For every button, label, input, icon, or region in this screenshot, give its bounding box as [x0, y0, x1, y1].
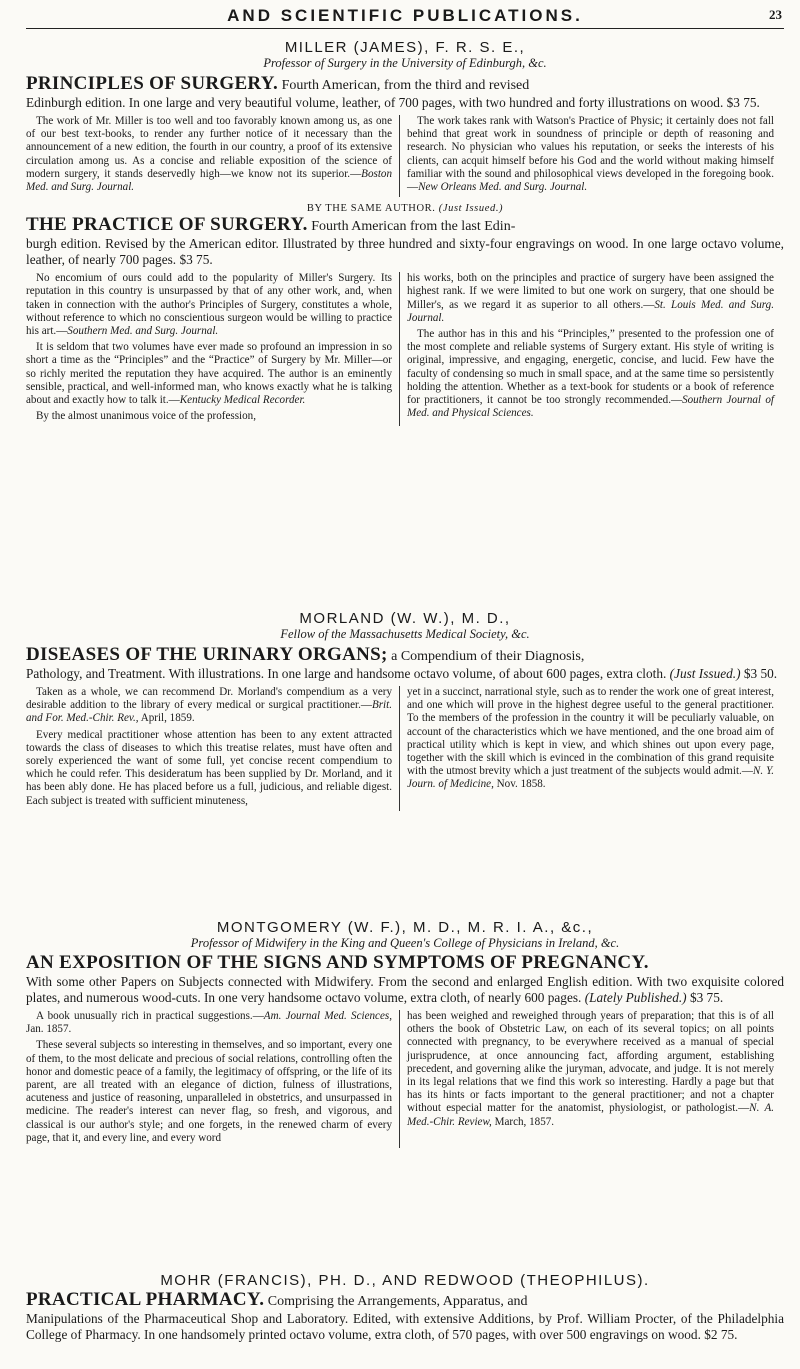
price: $3 50. — [743, 666, 778, 681]
author-affiliation: Professor of Midwifery in the King and Queen's College of Physicians in Ireland, &c. — [190, 936, 620, 950]
book-description: Manipulations of the Pharmaceutical Shop and Laboratory. Edited, with extensive Additions, by Prof. William Procter, of the Philadelphia College of Pharmacy. In one handsomely printed octavo volume, extra cloth, of 570 pages, with over 500 engravings on wood. $2 75. — [26, 1311, 784, 1342]
book-title-tail: Fourth American from the last Edin- — [307, 219, 516, 235]
book-title-line — [26, 75, 784, 94]
review-columns — [26, 1010, 784, 1148]
author-affiliation: Fellow of the Massachusetts Medical Society, &c. — [280, 627, 530, 641]
review-right: has been weighed and reweighed through years of preparation; that this is of all others the book of Obstetric Law, on each of its several topics; on all points connected with pregnancy, to be everywhere received as a manual of special jurisprudence, at once announcing fact, affording argument, establishing precedent, and governing alike the juryman, advocate, and judge. It is not merely in its legal relations that we find this work so interesting. Hardly a page but that has its hints or facts important to the general practitioner; and not a chapter without especial matter for the anatomist, physiologist, or pathologist.—N. A. Med.-Chir. Review, March, 1857. — [407, 1010, 774, 1128]
author-heading: MOHR (FRANCIS), PH. D., AND REDWOOD (THEOPHILUS). — [160, 1272, 650, 1289]
author-heading: MONTGOMERY (W. F.), M. D., M. R. I. A., &c., — [216, 919, 594, 936]
book-title-line — [26, 646, 784, 665]
book-description: burgh edition. Revised by the American editor. Illustrated by three hundred and sixty-four engravings on wood. In one large octavo volume, leather, of nearly 700 pages. $3 75. — [26, 236, 784, 268]
book-description: With some other Papers on Subjects connected with Midwifery. From the second and enlarged English edition. With two exquisite colored plates, and numerous wood-cuts. In one very handsome octavo volume, extra cloth, of nearly 600 pages. (Lately Published.) $3 75. — [26, 974, 784, 1005]
running-head-title: AND SCIENTIFIC PUBLICATIONS. — [227, 6, 583, 25]
review-source: N. A. Med.-Chir. Review, — [407, 1102, 774, 1128]
book-title-tail: Fourth American, from the third and revised — [278, 78, 530, 93]
page-number: 23 — [769, 7, 782, 22]
review-right: The work takes rank with Watson's Practice of Physic; it certainly does not fall behind that great work in soundness of principle or depth of reasoning and research. No physician who values his reputation, or seeks the interests of his clients, can acquit himself before his God and the world without making himself familiar with the sound and philosophical views developed in the foregoing book.—New Orleans Med. and Surg. Journal. — [407, 115, 774, 194]
review-source: Boston Med. and Surg. Journal. — [26, 167, 392, 194]
book-title: PRINCIPLES OF SURGERY. — [26, 75, 279, 94]
book-title-line — [26, 1291, 784, 1310]
review-left: A book unusually rich in practical suggestions.—Am. Journal Med. Sciences, Jan. 1857. These several subjects so interesting in themselves, and so important, every one of them, to the most delicate and precious of social relations, controlling often the honor and domestic peace of a family, the legitimacy of offspring, or the life of its parent, are all treated with an elegance of diction, fulness of illustrations, acuteness and justice of reasoning, unparalleled in obstetrics, and unsurpassed in medicine. The reader's interest can never flag, so fresh, and vigorous, and classical is our author's style; and one forgets, in the renewed charm of every page, that it, and every line, and every word — [26, 1010, 400, 1148]
review-source: Southern Med. and Surg. Journal. — [67, 325, 219, 338]
book-title: AN EXPOSITION OF THE SIGNS AND SYMPTOMS OF PREGNANCY. — [26, 954, 649, 973]
book-title-tail: a Compendium of their Diagnosis, — [387, 649, 585, 664]
review-left: No encomium of ours could add to the popularity of Miller's Surgery. Its reputation in this country is unsurpassed by that of any other work, and, when taken in connection with the author's Principles of Surgery, constitutes a whole, without reference to which no conscientious surgeon would be willing to practice his art.—Southern Med. and Surg. Journal. It is seldom that two volumes have ever made so profound an impression in so short a time as the “Principles” and the “Practice” of Surgery by Mr. Miller—or so richly merited the reputation they have acquired. The author is an eminently sensible, practical, and well-informed man, who knows exactly what he is talking about and exactly how to talk it.—Kentucky Medical Recorder. By the almost unanimous voice of the profession, — [26, 272, 400, 426]
book-description: Pathology, and Treatment. With illustrations. In one large and handsome octavo volume, of about 600 pages, extra cloth. (Just Issued.) $3 50. — [26, 666, 778, 681]
review-source: New Orleans Med. and Surg. Journal. — [418, 181, 588, 194]
review-right: his works, both on the principles and practice of surgery have been assigned the highest rank. If we were limited to but one work on surgery, that one should be Miller's, as we regard it as superior to all others.—St. Louis Med. and Surg. Journal. The author has in this and his “Principles,” presented to the profession one of the most complete and reliable systems of Surgery extant. His style of writing is original, impressive, and engaging, energetic, concise, and lucid. Few have the faculty of condensing so much in small space, and at the same time so persistently holding the attention. Whether as a text-book for students or a book of reference for practitioners, it cannot be too strongly recommended.—Southern Journal of Med. and Physical Sciences. — [407, 272, 774, 420]
author-affiliation: Professor of Surgery in the University of Edinburgh, &c. — [263, 56, 547, 70]
review-source: Southern Journal of Med. and Physical Sciences. — [407, 394, 774, 420]
same-author-heading: BY THE SAME AUTHOR. (Just Issued.) — [306, 203, 504, 215]
author-heading: MILLER (JAMES), F. R. S. E., — [284, 39, 526, 56]
review-left: The work of Mr. Miller is too well and too favorably known among us, as one of our best text-books, to render any further notice of it necessary than the announcement of a new edition, the fourth in our country, a proof of its extensive circulation among us. As a concise and reliable exposition of the science of modern surgery, it stands deservedly high—we know not its superior.—Boston Med. and Surg. Journal. — [26, 115, 400, 197]
book-description: Edinburgh edition. In one large and very beautiful volume, leather, of 700 pages, with two hundred and forty illustrations on wood. $3 75. — [26, 95, 760, 110]
review-source: Am. Journal Med. Sciences, — [263, 1010, 392, 1022]
review-source: Kentucky Medical Recorder. — [179, 394, 306, 407]
price: $3 75. — [689, 990, 724, 1005]
review-right: yet in a succinct, narrational style, such as to render the work one of great interest, and one which will prove in the highest degree useful to the general practitioner. To the members of the profession in the country it will be peculiarly valuable, on account of the characteristics which we have mentioned, and the one broad aim of practical utility which is kept in view, and which shines out upon every page, together with the skill which is evinced in the combination of this grand requisite with the utmost brevity which a just treatment of the subjects would admit.—N. Y. Journ. of Medicine, Nov. 1858. — [407, 686, 774, 791]
review-source: N. Y. Journ. of Medicine, — [407, 765, 774, 791]
price: $2 75. — [704, 1327, 738, 1342]
review-columns — [26, 686, 784, 811]
review-columns — [26, 272, 784, 426]
author-heading: MORLAND (W. W.), M. D., — [299, 610, 511, 627]
catalogue-page — [26, 0, 784, 1369]
price: $3 75. — [726, 95, 760, 110]
review-columns — [26, 115, 784, 197]
book-title-line — [26, 216, 784, 235]
review-left: Taken as a whole, we can recommend Dr. Morland's compendium as a very desirable addition to the library of every medical or surgical practitioner.—Brit. and For. Med.-Chir. Rev., April, 1859. Every medical practitioner whose attention has been to any extent attracted towards the class of diseases to which this treatise relates, must have often and sorely experienced the want of some full, yet concise recent compendium to which he could refer. This desideratum has been supplied by Dr. Morland, and it has been ably done. He has placed before us a full, judicious, and reliable digest. Each subject is treated with sufficient minuteness, — [26, 686, 400, 811]
mohr-entry — [26, 1272, 784, 1343]
book-title: THE PRACTICE OF SURGERY. — [26, 216, 308, 236]
montgomery-entry — [26, 919, 784, 1148]
book-title-tail: Comprising the Arrangements, Apparatus, and — [264, 1294, 528, 1309]
book-title: PRACTICAL PHARMACY. — [26, 1291, 265, 1310]
book-title-line — [26, 954, 784, 973]
review-source: St. Louis Med. and Surg. Journal. — [407, 298, 774, 324]
morland-entry — [26, 610, 784, 811]
review-source: Brit. and For. Med.-Chir. Rev., — [26, 699, 392, 725]
price: $3 75. — [179, 252, 213, 268]
book-title: DISEASES OF THE URINARY ORGANS; — [26, 646, 388, 665]
miller-entry — [26, 39, 784, 426]
running-head — [26, 4, 784, 29]
